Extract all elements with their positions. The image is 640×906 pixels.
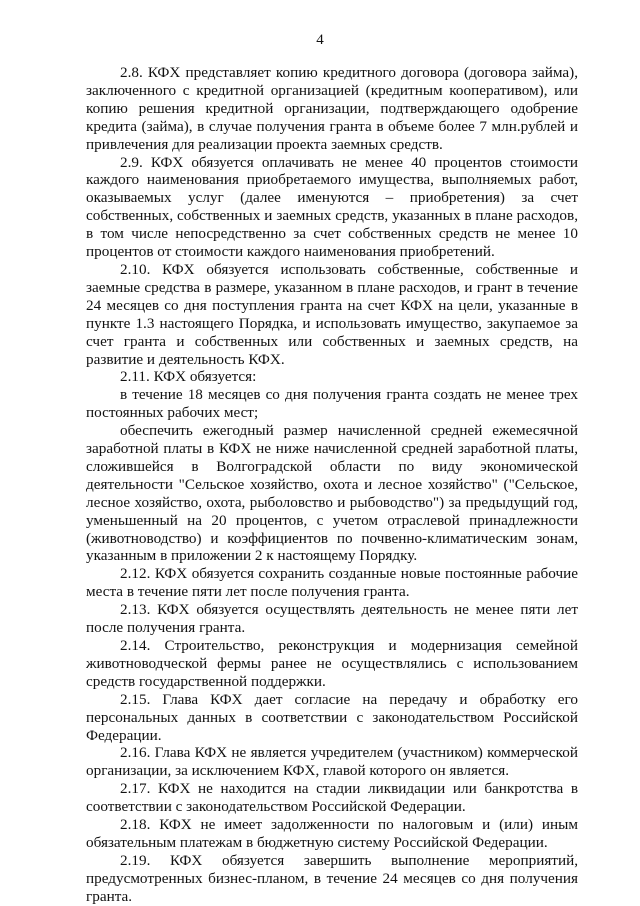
- paragraph-2-17: 2.17. КФХ не находится на стадии ликвидации или банкротства в соответствии с законодательством Российской Федерации.: [86, 780, 578, 816]
- paragraph-2-11-item-1: в течение 18 месяцев со дня получения гранта создать не менее трех постоянных рабочих мест;: [86, 386, 578, 422]
- paragraph-2-15: 2.15. Глава КФХ дает согласие на передачу и обработку его персональных данных в соответствии с законодательством Российской Федерации.: [86, 690, 578, 744]
- paragraph-2-18: 2.18. КФХ не имеет задолженности по налоговым и (или) иным обязательным платежам в бюджетную систему Российской Федерации.: [86, 816, 578, 851]
- paragraph-2-8: 2.8. КФХ представляет копию кредитного договора (договора займа), заключенного с кредитной организацией (кредитным кооперативом), или копию решения кредитной организации, подтверждающего одобрение кредита (займа), в случае получения гранта в объеме более 7 млн.рублей и привлечения для реализации проекта заемных средств.: [86, 64, 578, 153]
- paragraph-2-14: 2.14. Строительство, реконструкция и модернизация семейной животноводческой фермы ранее не осуществлялись с использованием средств государственной поддержки.: [86, 637, 578, 690]
- paragraph-2-16: 2.16. Глава КФХ не является учредителем (участником) коммерческой организации, за исключением КФХ, главой которого он является.: [86, 744, 578, 780]
- paragraph-2-12: 2.12. КФХ обязуется сохранить созданные новые постоянные рабочие места в течение пяти лет после получения гранта.: [86, 565, 578, 601]
- paragraph-2-11: 2.11. КФХ обязуется:: [120, 368, 257, 386]
- page-number: 4: [316, 32, 324, 48]
- paragraph-2-9: 2.9. КФХ обязуется оплачивать не менее 40 процентов стоимости каждого наименования приобретаемого имущества, выполняемых работ, оказываемых услуг (далее именуются – приобретения) за счет собственных, собственных и заемных средств, указанных в плане расходов, в том числе непосредственно за счет собственных средств не менее 10 процентов от стоимости каждого наименования приобретений.: [86, 153, 578, 261]
- paragraph-2-13: 2.13. КФХ обязуется осуществлять деятельность не менее пяти лет после получения гранта.: [86, 601, 578, 637]
- document-body: [86, 64, 578, 906]
- paragraph-2-11-item-2: обеспечить ежегодный размер начисленной средней ежемесячной заработной платы в КФХ не ниже начисленной средней заработной платы, сложившейся в Волгоградской области по виду экономической деятельности "Сельское хозяйство, охота и лесное хозяйство" ("Сельское, лесное хозяйство, охота, рыболовство и рыбоводство") за предыдущий год, уменьшенный на 20 процентов, с учетом отраслевой принадлежности (животноводство) и коэффициентов по почвенно-климатическим зонам, указанным в приложении 2 к настоящему Порядку.: [86, 422, 578, 565]
- paragraph-2-10: 2.10. КФХ обязуется использовать собственные, собственные и заемные средства в размере, указанном в плане расходов, и грант в течение 24 месяцев со дня поступления гранта на счет КФХ на цели, указанные в пункте 1.3 настоящего Порядка, и использовать имущество, закупаемое за счет гранта и собственных или собственных и заемных средств, на развитие и деятельность КФХ.: [86, 260, 578, 368]
- paragraph-2-19: 2.19. КФХ обязуется завершить выполнение мероприятий, предусмотренных бизнес-планом, в течение 24 месяцев со дня получения гранта.: [86, 851, 578, 905]
